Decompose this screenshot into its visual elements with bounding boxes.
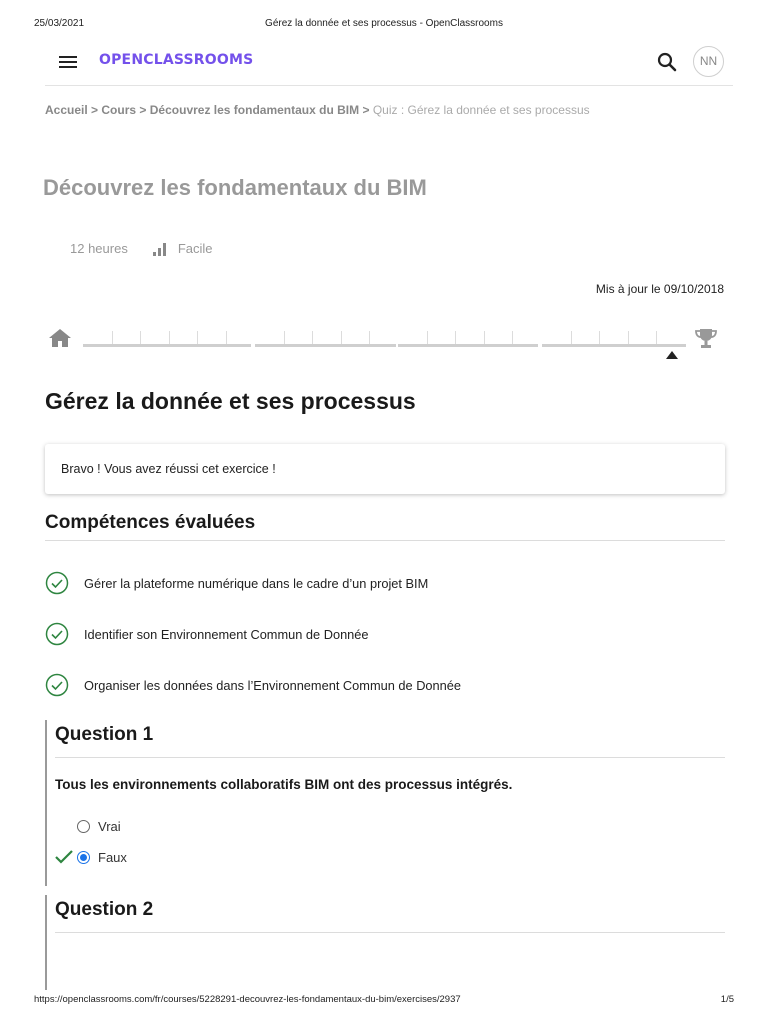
progress-tick bbox=[656, 331, 657, 344]
progress-tick bbox=[571, 331, 572, 344]
skill-label: Identifier son Environnement Commun de Donnée bbox=[84, 626, 369, 642]
breadcrumb-separator: > bbox=[139, 103, 147, 117]
option-label: Vrai bbox=[98, 818, 121, 834]
user-avatar[interactable]: NN bbox=[693, 46, 724, 77]
breadcrumb bbox=[45, 103, 590, 117]
progress-tick bbox=[455, 331, 456, 344]
home-icon[interactable] bbox=[48, 327, 72, 349]
print-url: https://openclassrooms.com/fr/courses/5228291-decouvrez-les-fondamentaux-du-bim/exercises/2937 bbox=[34, 994, 461, 1005]
progress-tick bbox=[341, 331, 342, 344]
breadcrumb-separator: > bbox=[362, 103, 370, 117]
progress-segment bbox=[255, 344, 396, 347]
breadcrumb-current: Quiz : Gérez la donnée et ses processus bbox=[372, 103, 590, 117]
progress-segment bbox=[83, 344, 251, 347]
breadcrumb-course-link[interactable]: Découvrez les fondamentaux du BIM bbox=[149, 103, 360, 117]
top-navigation-bar bbox=[45, 40, 733, 86]
progress-tick bbox=[226, 331, 227, 344]
print-date: 25/03/2021 bbox=[34, 18, 85, 29]
breadcrumb-courses-link[interactable]: Cours bbox=[101, 103, 137, 117]
breadcrumb-home-link[interactable]: Accueil bbox=[45, 103, 88, 117]
quiz-title: Gérez la donnée et ses processus bbox=[45, 388, 416, 414]
difficulty-bars-icon bbox=[152, 242, 168, 256]
progress-tick bbox=[169, 331, 170, 344]
correct-answer-check-icon bbox=[55, 850, 73, 864]
course-title: Découvrez les fondamentaux du BIM bbox=[43, 175, 427, 200]
progress-tick bbox=[599, 331, 600, 344]
skill-label: Gérer la plateforme numérique dans le cadre d’un projet BIM bbox=[84, 575, 429, 591]
answer-option-faux[interactable] bbox=[77, 849, 127, 865]
question-1 bbox=[45, 720, 725, 886]
question-text: Tous les environnements collaboratifs BIM ont des processus intégrés. bbox=[55, 777, 513, 792]
skill-item bbox=[45, 571, 428, 595]
skill-item bbox=[45, 673, 461, 697]
progress-tick bbox=[484, 331, 485, 344]
course-duration: 12 heures bbox=[70, 241, 128, 256]
question-2 bbox=[45, 895, 725, 990]
option-label: Faux bbox=[98, 849, 127, 865]
print-title: Gérez la donnée et ses processus - OpenClassrooms bbox=[265, 18, 503, 29]
course-difficulty: Facile bbox=[177, 241, 213, 256]
check-circle-icon bbox=[45, 622, 69, 646]
course-progress-bar bbox=[48, 325, 728, 365]
last-updated: Mis à jour le 09/10/2018 bbox=[595, 282, 724, 296]
menu-icon[interactable] bbox=[59, 54, 79, 70]
question-heading: Question 1 bbox=[55, 724, 725, 758]
check-circle-icon bbox=[45, 571, 69, 595]
result-message: Bravo ! Vous avez réussi cet exercice ! bbox=[61, 462, 276, 476]
progress-tick bbox=[197, 331, 198, 344]
trophy-icon[interactable] bbox=[694, 327, 718, 349]
course-meta bbox=[70, 241, 213, 256]
skill-label: Organiser les données dans l’Environnement Commun de Donnée bbox=[84, 677, 462, 693]
check-circle-icon bbox=[45, 673, 69, 697]
skill-item bbox=[45, 622, 369, 646]
breadcrumb-separator: > bbox=[91, 103, 99, 117]
progress-tick bbox=[140, 331, 141, 344]
progress-tick bbox=[284, 331, 285, 344]
result-message-box bbox=[45, 444, 725, 494]
progress-tick bbox=[427, 331, 428, 344]
progress-tick bbox=[112, 331, 113, 344]
radio-button[interactable] bbox=[77, 820, 90, 833]
openclassrooms-logo[interactable]: OPENCLASSROOMS bbox=[99, 52, 254, 68]
answer-option-vrai[interactable] bbox=[77, 818, 121, 834]
progress-tick bbox=[312, 331, 313, 344]
progress-tick bbox=[369, 331, 370, 344]
radio-button-selected[interactable] bbox=[77, 851, 90, 864]
print-page-number: 1/5 bbox=[720, 994, 734, 1005]
search-icon[interactable] bbox=[656, 51, 678, 73]
progress-tick bbox=[512, 331, 513, 344]
question-heading: Question 2 bbox=[55, 899, 725, 933]
progress-tick bbox=[628, 331, 629, 344]
current-position-marker bbox=[666, 351, 678, 359]
progress-segment bbox=[542, 344, 686, 347]
skills-heading: Compétences évaluées bbox=[45, 512, 725, 541]
progress-segment bbox=[398, 344, 538, 347]
